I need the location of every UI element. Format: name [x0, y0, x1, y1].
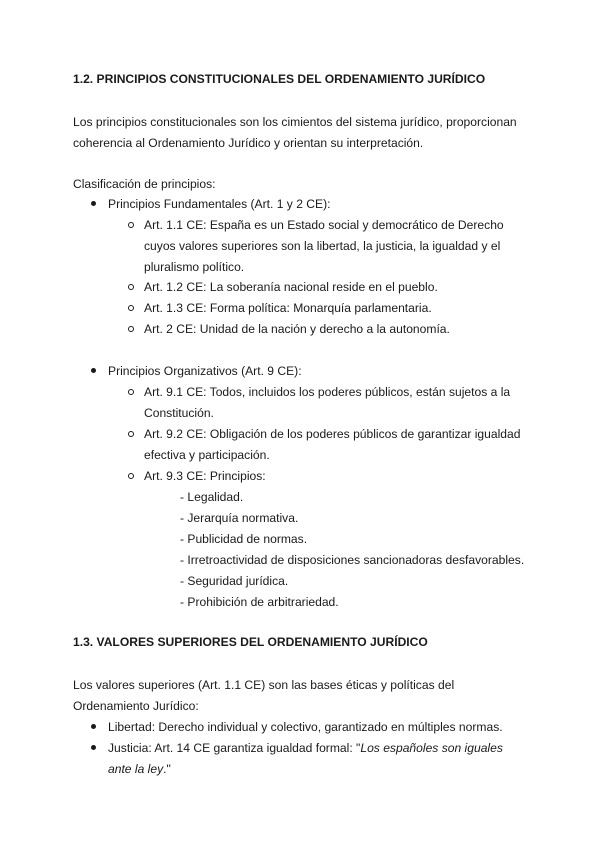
- hollow-bullet-icon: [128, 473, 134, 479]
- hollow-bullet-icon: [128, 222, 134, 228]
- hollow-bullet-icon: [128, 431, 134, 437]
- section-heading-1-3: 1.3. VALORES SUPERIORES DEL ORDENAMIENTO JURÍDICO: [73, 635, 428, 649]
- intro-line-2: coherencia al Ordenamiento Jurídico y orientan su interpretación.: [73, 136, 424, 150]
- intro-line-1: Los principios constitucionales son los cimientos del sistema jurídico, proporcionan: [73, 115, 517, 129]
- organizativos-label: Principios Organizativos (Art. 9 CE):: [108, 364, 302, 378]
- art-9-1-line-1: Art. 9.1 CE: Todos, incluidos los poderes públicos, están sujetos a la: [144, 385, 511, 399]
- bullet-icon: [91, 745, 96, 750]
- art-1-1-line-2: cuyos valores superiores son la libertad, la justicia, la igualdad y el: [144, 239, 501, 253]
- justicia-text: Justicia: Art. 14 CE garantiza igualdad formal: ": [108, 741, 361, 755]
- art-1-3: Art. 1.3 CE: Forma política: Monarquía parlamentaria.: [144, 301, 432, 315]
- sub-principle-item: - Jerarquía normativa.: [180, 511, 299, 525]
- art-1-1-line-3: pluralismo político.: [144, 260, 245, 274]
- sub-principle-item: - Seguridad jurídica.: [180, 574, 289, 588]
- value-libertad: Libertad: Derecho individual y colectivo, garantizado en múltiples normas.: [108, 720, 503, 734]
- art-1-2: Art. 1.2 CE: La soberanía nacional reside en el pueblo.: [144, 280, 438, 294]
- value-justicia-line-1: [108, 738, 503, 759]
- sub-principle-item: - Publicidad de normas.: [180, 532, 308, 546]
- section-heading-1-2: 1.2. PRINCIPIOS CONSTITUCIONALES DEL ORDENAMIENTO JURÍDICO: [73, 72, 486, 86]
- hollow-bullet-icon: [128, 305, 134, 311]
- classification-label: Clasificación de principios:: [73, 177, 216, 191]
- art-9-1-line-2: Constitución.: [144, 406, 214, 420]
- art-1-1-line-1: Art. 1.1 CE: España es un Estado social y democrático de Derecho: [144, 218, 504, 232]
- sub-principle-item: - Prohibición de arbitrariedad.: [180, 595, 339, 609]
- art-9-3: Art. 9.3 CE: Principios:: [144, 469, 266, 483]
- art-9-2-line-1: Art. 9.2 CE: Obligación de los poderes públicos de garantizar igualdad: [144, 427, 521, 441]
- value-justicia-line-2: [108, 759, 171, 780]
- justicia-quote: Los españoles son iguales: [360, 741, 503, 755]
- hollow-bullet-icon: [128, 389, 134, 395]
- hollow-bullet-icon: [128, 326, 134, 332]
- sub-principle-item: - Irretroactividad de disposiciones sancionadoras desfavorables.: [180, 553, 525, 567]
- hollow-bullet-icon: [128, 284, 134, 290]
- values-intro-line-1: Los valores superiores (Art. 1.1 CE) son las bases éticas y políticas del: [73, 678, 455, 692]
- art-9-2-line-2: efectiva y participación.: [144, 448, 270, 462]
- fundamentales-label: Principios Fundamentales (Art. 1 y 2 CE):: [108, 197, 331, 211]
- art-2: Art. 2 CE: Unidad de la nación y derecho a la autonomía.: [144, 322, 450, 336]
- sub-principle-item: - Legalidad.: [180, 490, 244, 504]
- values-intro-line-2: Ordenamiento Jurídico:: [73, 699, 199, 713]
- justicia-suffix: .": [163, 762, 171, 776]
- bullet-icon: [91, 724, 96, 729]
- justicia-quote-cont: ante la ley: [108, 762, 164, 776]
- bullet-icon: [91, 201, 96, 206]
- bullet-icon: [91, 368, 96, 373]
